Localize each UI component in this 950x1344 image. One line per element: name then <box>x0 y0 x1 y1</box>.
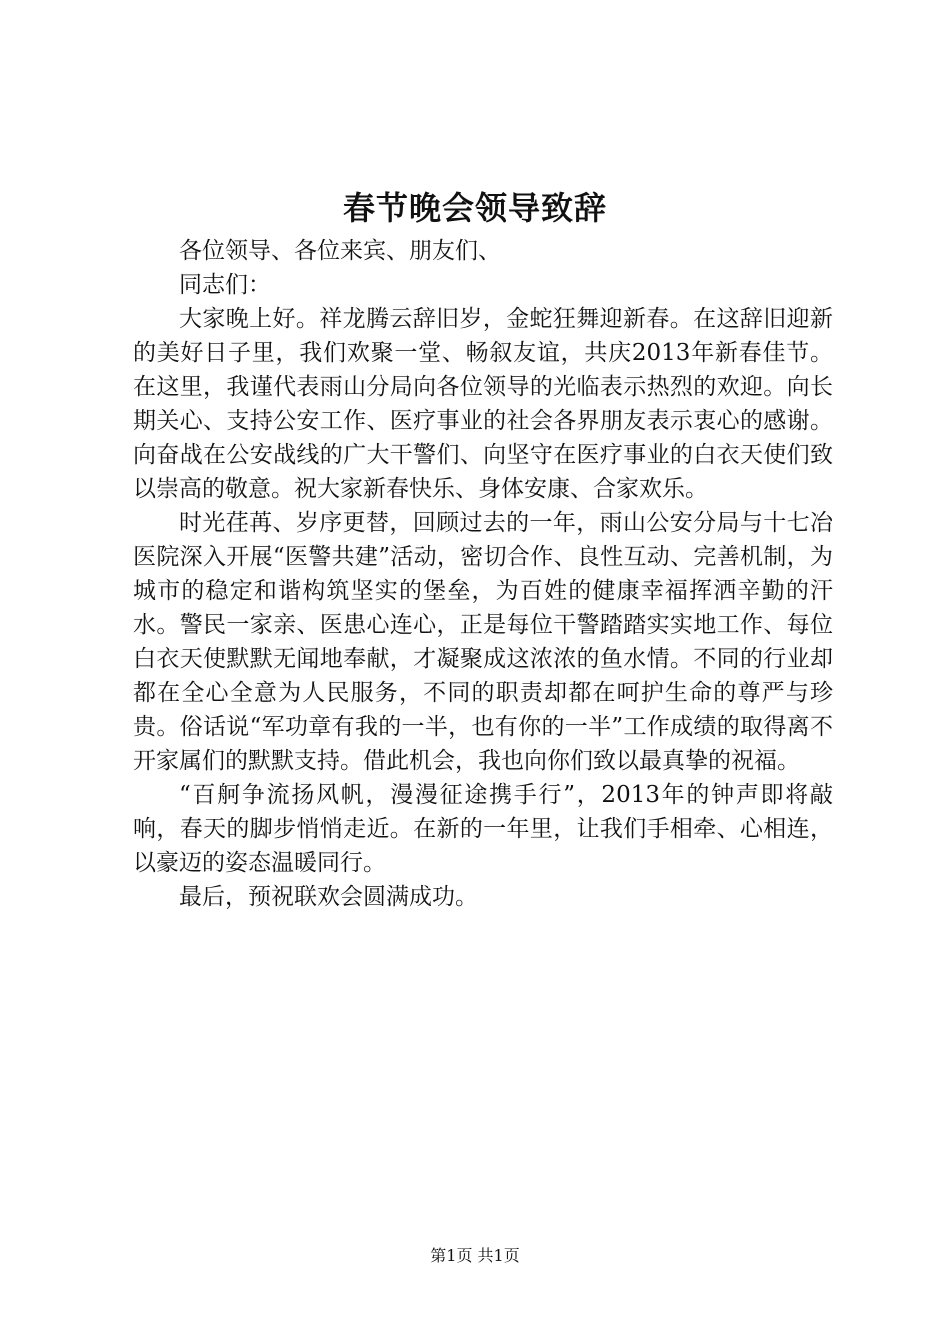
page-number-footer: 第1页 共1页 <box>430 1246 520 1265</box>
salutation-line-2: 同志们： <box>179 272 271 298</box>
paragraph-closing: 最后，预祝联欢会圆满成功。 <box>179 884 478 910</box>
paragraph-outlook: “百舸争流扬风帆，漫漫征途携手行”，2013年的钟声即将敲响，春天的脚步悄悄走近。在新的一年里，让我们手相牵、心相连，以豪迈的姿态温暖同行。 <box>133 782 833 876</box>
document-body <box>133 234 833 914</box>
paragraph-review: 时光荏苒、岁序更替，回顾过去的一年，雨山公安分局与十七冶医院深入开展“医警共建”活动，密切合作、良性互动、完善机制，为城市的稳定和谐构筑坚实的堡垒，为百姓的健康幸福挥洒辛勤的汗水。警民一家亲、医患心连心，正是每位干警踏踏实实地工作、每位白衣天使默默无闻地奉献，才凝聚成这浓浓的鱼水情。不同的行业却都在全心全意为人民服务，不同的职责却都在呵护生命的尊严与珍贵。俗话说“军功章有我的一半，也有你的一半”工作成绩的取得离不开家属们的默默支持。借此机会，我也向你们致以最真挚的祝福。 <box>133 510 833 774</box>
paragraph-greeting: 大家晚上好。祥龙腾云辞旧岁，金蛇狂舞迎新春。在这辞旧迎新的美好日子里，我们欢聚一堂、畅叙友谊，共庆2013年新春佳节。在这里，我谨代表雨山分局向各位领导的光临表示热烈的欢迎。向长期关心、支持公安工作、医疗事业的社会各界朋友表示衷心的感谢。向奋战在公安战线的广大干警们、向坚守在医疗事业的白衣天使们致以崇高的敬意。祝大家新春快乐、身体安康、合家欢乐。 <box>133 306 833 502</box>
salutation-line-1: 各位领导、各位来宾、朋友们、 <box>179 238 501 264</box>
document-title: 春节晚会领导致辞 <box>342 189 607 227</box>
